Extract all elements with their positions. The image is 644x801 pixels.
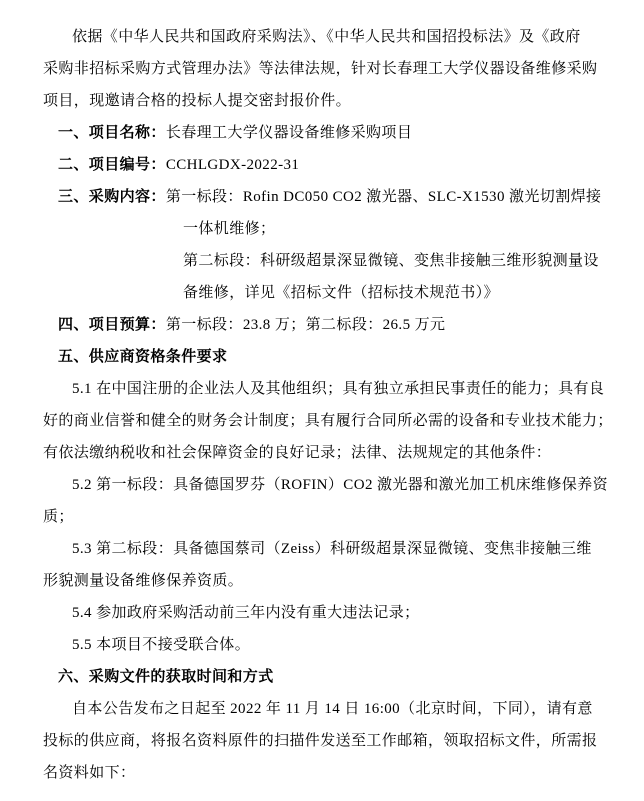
doc-line-text: 第一标段：23.8 万；第二标段：26.5 万元 [165,317,446,333]
doc-line [43,533,604,565]
doc-line [43,501,604,533]
doc-line-text: 一体机维修； [183,221,276,237]
doc-line-bold-label: 一、项目名称： [58,125,166,141]
doc-line-text: 第二标段：科研级超景深显微镜、变焦非接触三维形貌测量设 [183,253,599,269]
doc-line [43,405,613,437]
doc-line [43,245,604,277]
doc-line-text: 5.4 参加政府采购活动前三年内没有重大违法记录； [72,605,420,621]
doc-line [43,53,604,85]
doc-line [43,629,604,661]
doc-line-text: 有依法缴纳税收和社会保障资金的良好记录；法律、法规规定的其他条件： [43,445,552,461]
doc-line [43,181,604,213]
doc-line-text: 名资料如下： [43,765,136,781]
doc-line [43,693,604,725]
doc-line-text: 5.2 第一标段：具备德国罗芬（ROFIN）CO2 激光器和激光加工机床维修保养资 [72,477,608,493]
doc-line-text: 质； [43,509,74,525]
doc-line-bold-label: 四、项目预算： [58,317,166,333]
doc-line-text: 自本公告发布之日起至 2022 年 11 月 14 日 16:00（北京时间，下同），请有意 [72,701,593,717]
doc-line [43,469,608,501]
doc-line [43,85,604,117]
doc-line-text: 形貌测量设备维修保养资质。 [43,573,244,589]
doc-line-text: 采购非招标采购方式管理办法》等法律法规，针对长春理工大学仪器设备维修采购 [43,61,598,77]
doc-line [43,565,604,597]
doc-line-text: 依据《中华人民共和国政府采购法》、《中华人民共和国招投标法》及《政府 [72,29,581,45]
doc-line-text: 项目，现邀请合格的投标人提交密封报价件。 [43,93,352,109]
doc-line-text: 第一标段：Rofin DC050 CO2 激光器、SLC-X1530 激光切割焊接 [165,189,602,205]
doc-line-bold-label: 二、项目编号： [58,157,166,173]
doc-line [43,117,604,149]
doc-line [43,213,604,245]
doc-line-text: 投标的供应商，将报名资料原件的扫描件发送至工作邮箱，领取招标文件，所需报 [43,733,598,749]
doc-line [43,725,604,757]
doc-line-text: 5.3 第二标段：具备德国蔡司（Zeiss）科研级超景深显微镜、变焦非接触三维 [72,541,592,557]
doc-line-text: 长春理工大学仪器设备维修采购项目 [165,125,413,141]
doc-line-text: 5.1 在中国注册的企业法人及其他组织；具有独立承担民事责任的能力；具有良 [72,381,605,397]
doc-line-bold-label: 三、采购内容： [58,189,166,205]
doc-line [43,597,604,629]
doc-line [43,21,604,53]
doc-line-bold-label: 六、采购文件的获取时间和方式 [58,669,274,685]
doc-line [43,437,604,469]
doc-line-text: 好的商业信誉和健全的财务会计制度；具有履行合同所必需的设备和专业技术能力； [43,413,613,429]
doc-line [43,373,604,405]
doc-line [43,277,604,309]
doc-line [43,661,604,693]
doc-line-text: 备维修，详见《招标文件（招标技术规范书）》 [183,285,499,301]
doc-line [43,149,604,181]
doc-line-text: CCHLGDX-2022-31 [165,157,300,173]
doc-line-bold-label: 五、供应商资格条件要求 [58,349,228,365]
doc-line-text: 5.5 本项目不接受联合体。 [72,637,251,653]
doc-line [43,757,604,789]
doc-line [43,341,604,373]
doc-line [43,309,604,341]
